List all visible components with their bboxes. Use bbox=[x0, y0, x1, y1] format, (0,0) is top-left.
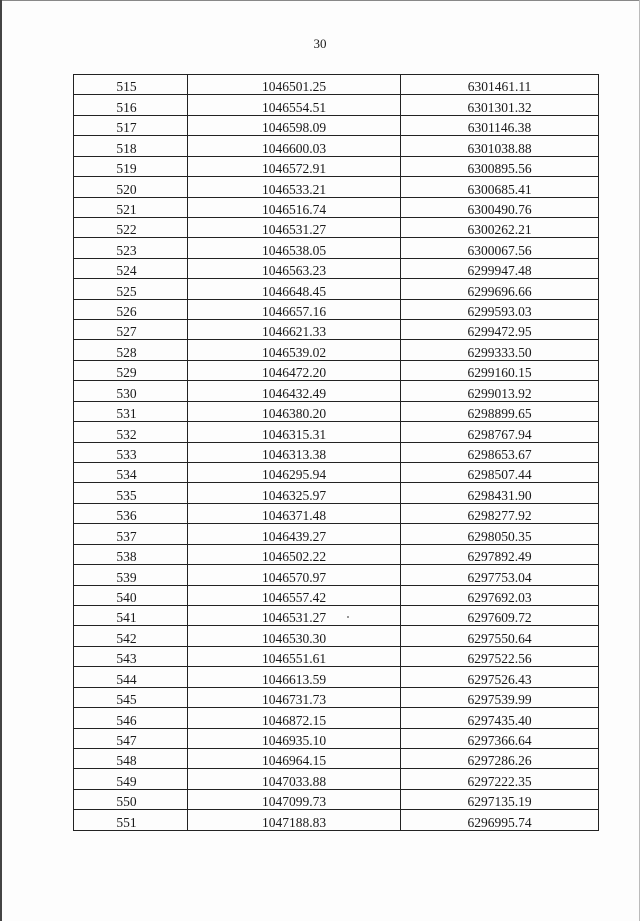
point-number-cell: 529 bbox=[74, 360, 188, 380]
x-coordinate-cell: 1046613.59 bbox=[188, 667, 401, 687]
table-row bbox=[74, 95, 599, 115]
y-coordinate-cell: 6297550.64 bbox=[401, 626, 599, 646]
table-row bbox=[74, 238, 599, 258]
x-coordinate-cell: 1046516.74 bbox=[188, 197, 401, 217]
table-row bbox=[74, 748, 599, 768]
x-coordinate-cell: 1046538.05 bbox=[188, 238, 401, 258]
x-coordinate-cell: 1046657.16 bbox=[188, 299, 401, 319]
point-number-cell: 525 bbox=[74, 279, 188, 299]
y-coordinate-cell: 6298277.92 bbox=[401, 503, 599, 523]
table-row bbox=[74, 769, 599, 789]
y-coordinate-cell: 6297692.03 bbox=[401, 585, 599, 605]
y-coordinate-cell: 6299947.48 bbox=[401, 258, 599, 278]
x-coordinate-cell: 1046621.33 bbox=[188, 320, 401, 340]
x-coordinate-cell: 1047033.88 bbox=[188, 769, 401, 789]
y-coordinate-cell: 6300067.56 bbox=[401, 238, 599, 258]
point-number-cell: 520 bbox=[74, 177, 188, 197]
x-coordinate-cell: 1046551.61 bbox=[188, 646, 401, 666]
x-coordinate-cell: 1046731.73 bbox=[188, 687, 401, 707]
y-coordinate-cell: 6300685.41 bbox=[401, 177, 599, 197]
x-coordinate-cell: 1046472.20 bbox=[188, 360, 401, 380]
page-number: 30 bbox=[313, 36, 327, 51]
y-coordinate-cell: 6299160.15 bbox=[401, 360, 599, 380]
y-coordinate-cell: 6300895.56 bbox=[401, 156, 599, 176]
point-number-cell: 535 bbox=[74, 483, 188, 503]
point-number-cell: 523 bbox=[74, 238, 188, 258]
y-coordinate-cell: 6297435.40 bbox=[401, 708, 599, 728]
y-coordinate-cell: 6298431.90 bbox=[401, 483, 599, 503]
y-coordinate-cell: 6297539.99 bbox=[401, 687, 599, 707]
table-row bbox=[74, 217, 599, 237]
table-row bbox=[74, 605, 599, 625]
table-row bbox=[74, 483, 599, 503]
x-coordinate-cell: 1046533.21 bbox=[188, 177, 401, 197]
table-row bbox=[74, 320, 599, 340]
y-coordinate-cell: 6300262.21 bbox=[401, 217, 599, 237]
table-row bbox=[74, 258, 599, 278]
y-coordinate-cell: 6297135.19 bbox=[401, 789, 599, 809]
x-coordinate-cell: 1046570.97 bbox=[188, 565, 401, 585]
table-row bbox=[74, 626, 599, 646]
x-coordinate-cell: 1046648.45 bbox=[188, 279, 401, 299]
point-number-cell: 537 bbox=[74, 524, 188, 544]
point-number-cell: 533 bbox=[74, 442, 188, 462]
x-coordinate-cell: 1046371.48 bbox=[188, 503, 401, 523]
table-row bbox=[74, 299, 599, 319]
table-row bbox=[74, 810, 599, 830]
y-coordinate-cell: 6297892.49 bbox=[401, 544, 599, 564]
x-coordinate-cell: 1046501.25 bbox=[188, 75, 401, 95]
point-number-cell: 527 bbox=[74, 320, 188, 340]
point-number-cell: 516 bbox=[74, 95, 188, 115]
x-coordinate-cell: 1046539.02 bbox=[188, 340, 401, 360]
page-edge-top bbox=[0, 0, 640, 1]
y-coordinate-cell: 6297222.35 bbox=[401, 769, 599, 789]
y-coordinate-cell: 6297366.64 bbox=[401, 728, 599, 748]
x-coordinate-cell: 1046563.23 bbox=[188, 258, 401, 278]
point-number-cell: 549 bbox=[74, 769, 188, 789]
x-coordinate-cell: 1046572.91 bbox=[188, 156, 401, 176]
table-row bbox=[74, 360, 599, 380]
point-number-cell: 540 bbox=[74, 585, 188, 605]
point-number-cell: 519 bbox=[74, 156, 188, 176]
point-number-cell: 518 bbox=[74, 136, 188, 156]
point-number-cell: 532 bbox=[74, 422, 188, 442]
x-coordinate-cell: 1046325.97 bbox=[188, 483, 401, 503]
x-coordinate-cell: 1046531.27 bbox=[188, 217, 401, 237]
table-row bbox=[74, 728, 599, 748]
point-number-cell: 544 bbox=[74, 667, 188, 687]
table-row bbox=[74, 687, 599, 707]
y-coordinate-cell: 6298050.35 bbox=[401, 524, 599, 544]
point-number-cell: 534 bbox=[74, 463, 188, 483]
point-number-cell: 521 bbox=[74, 197, 188, 217]
y-coordinate-cell: 6299696.66 bbox=[401, 279, 599, 299]
table-row bbox=[74, 136, 599, 156]
point-number-cell: 547 bbox=[74, 728, 188, 748]
y-coordinate-cell: 6299013.92 bbox=[401, 381, 599, 401]
x-coordinate-cell: 1046531.27 bbox=[188, 605, 401, 625]
coordinate-table bbox=[73, 74, 599, 831]
point-number-cell: 524 bbox=[74, 258, 188, 278]
point-number-cell: 536 bbox=[74, 503, 188, 523]
point-number-cell: 550 bbox=[74, 789, 188, 809]
y-coordinate-cell: 6299593.03 bbox=[401, 299, 599, 319]
y-coordinate-cell: 6297609.72 bbox=[401, 605, 599, 625]
y-coordinate-cell: 6301461.11 bbox=[401, 75, 599, 95]
scan-speck bbox=[347, 616, 349, 618]
table-row bbox=[74, 401, 599, 421]
y-coordinate-cell: 6298899.65 bbox=[401, 401, 599, 421]
x-coordinate-cell: 1046598.09 bbox=[188, 115, 401, 135]
point-number-cell: 541 bbox=[74, 605, 188, 625]
point-number-cell: 546 bbox=[74, 708, 188, 728]
table-row bbox=[74, 585, 599, 605]
point-number-cell: 530 bbox=[74, 381, 188, 401]
y-coordinate-cell: 6299333.50 bbox=[401, 340, 599, 360]
x-coordinate-cell: 1046964.15 bbox=[188, 748, 401, 768]
y-coordinate-cell: 6299472.95 bbox=[401, 320, 599, 340]
point-number-cell: 517 bbox=[74, 115, 188, 135]
point-number-cell: 539 bbox=[74, 565, 188, 585]
point-number-cell: 531 bbox=[74, 401, 188, 421]
y-coordinate-cell: 6298507.44 bbox=[401, 463, 599, 483]
table-row bbox=[74, 340, 599, 360]
y-coordinate-cell: 6298767.94 bbox=[401, 422, 599, 442]
x-coordinate-cell: 1046295.94 bbox=[188, 463, 401, 483]
x-coordinate-cell: 1046380.20 bbox=[188, 401, 401, 421]
table-row bbox=[74, 503, 599, 523]
coordinate-table-body bbox=[74, 75, 599, 831]
x-coordinate-cell: 1046557.42 bbox=[188, 585, 401, 605]
table-row bbox=[74, 442, 599, 462]
point-number-cell: 528 bbox=[74, 340, 188, 360]
table-row bbox=[74, 177, 599, 197]
y-coordinate-cell: 6301301.32 bbox=[401, 95, 599, 115]
point-number-cell: 526 bbox=[74, 299, 188, 319]
y-coordinate-cell: 6301146.38 bbox=[401, 115, 599, 135]
table-row bbox=[74, 708, 599, 728]
table-row bbox=[74, 524, 599, 544]
x-coordinate-cell: 1046313.38 bbox=[188, 442, 401, 462]
table-row bbox=[74, 565, 599, 585]
point-number-cell: 522 bbox=[74, 217, 188, 237]
table-row bbox=[74, 381, 599, 401]
point-number-cell: 551 bbox=[74, 810, 188, 830]
x-coordinate-cell: 1047188.83 bbox=[188, 810, 401, 830]
point-number-cell: 515 bbox=[74, 75, 188, 95]
x-coordinate-cell: 1046530.30 bbox=[188, 626, 401, 646]
x-coordinate-cell: 1046554.51 bbox=[188, 95, 401, 115]
point-number-cell: 543 bbox=[74, 646, 188, 666]
y-coordinate-cell: 6301038.88 bbox=[401, 136, 599, 156]
y-coordinate-cell: 6300490.76 bbox=[401, 197, 599, 217]
table-row bbox=[74, 279, 599, 299]
table-row bbox=[74, 156, 599, 176]
y-coordinate-cell: 6298653.67 bbox=[401, 442, 599, 462]
x-coordinate-cell: 1046315.31 bbox=[188, 422, 401, 442]
table-row bbox=[74, 463, 599, 483]
table-row bbox=[74, 197, 599, 217]
point-number-cell: 538 bbox=[74, 544, 188, 564]
y-coordinate-cell: 6297753.04 bbox=[401, 565, 599, 585]
y-coordinate-cell: 6296995.74 bbox=[401, 810, 599, 830]
y-coordinate-cell: 6297286.26 bbox=[401, 748, 599, 768]
x-coordinate-cell: 1046502.22 bbox=[188, 544, 401, 564]
x-coordinate-cell: 1046935.10 bbox=[188, 728, 401, 748]
x-coordinate-cell: 1046432.49 bbox=[188, 381, 401, 401]
point-number-cell: 548 bbox=[74, 748, 188, 768]
x-coordinate-cell: 1046600.03 bbox=[188, 136, 401, 156]
table-row bbox=[74, 422, 599, 442]
table-row bbox=[74, 544, 599, 564]
y-coordinate-cell: 6297522.56 bbox=[401, 646, 599, 666]
table-row bbox=[74, 667, 599, 687]
table-row bbox=[74, 646, 599, 666]
point-number-cell: 542 bbox=[74, 626, 188, 646]
y-coordinate-cell: 6297526.43 bbox=[401, 667, 599, 687]
table-row bbox=[74, 789, 599, 809]
point-number-cell: 545 bbox=[74, 687, 188, 707]
table-row bbox=[74, 75, 599, 95]
x-coordinate-cell: 1046439.27 bbox=[188, 524, 401, 544]
page-edge-left bbox=[0, 0, 2, 921]
table-row bbox=[74, 115, 599, 135]
x-coordinate-cell: 1047099.73 bbox=[188, 789, 401, 809]
x-coordinate-cell: 1046872.15 bbox=[188, 708, 401, 728]
